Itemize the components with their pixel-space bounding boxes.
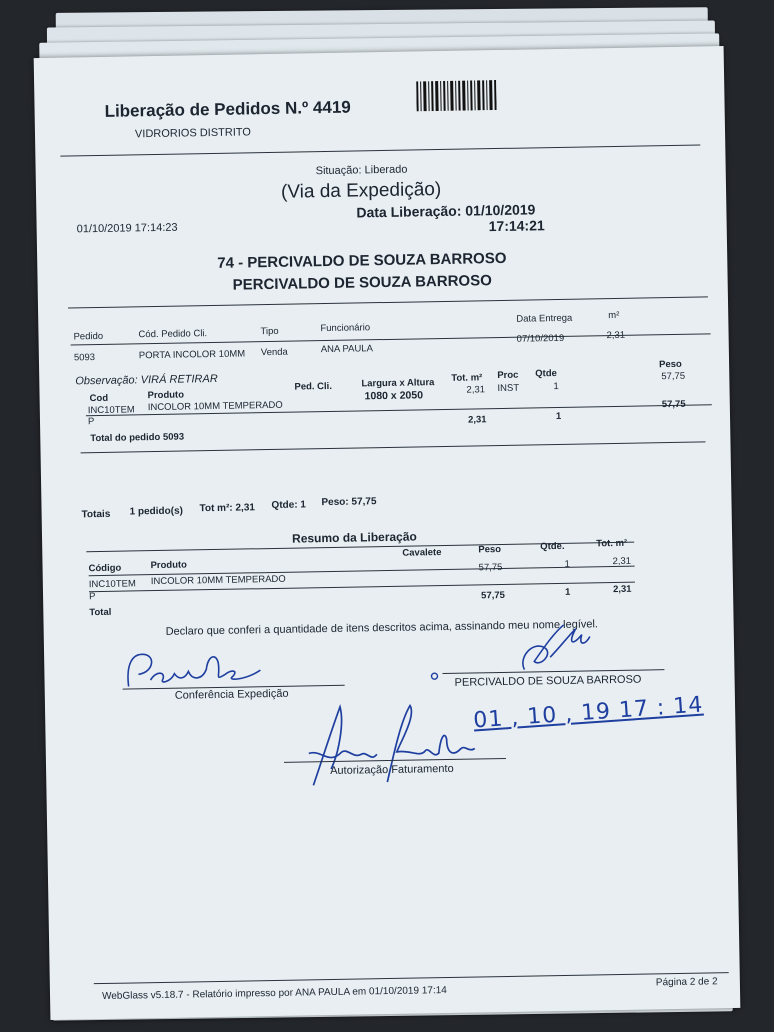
company-name: VIDRORIOS DISTRITO bbox=[134, 126, 252, 141]
label-autorizacao: Autorização Faturamento bbox=[330, 762, 454, 778]
order-data-entrega: 07/10/2019 bbox=[516, 332, 565, 345]
item-cod-cont: P bbox=[87, 416, 95, 428]
handwritten-date: 01 , 10 , 19 17 : 14 bbox=[472, 692, 705, 734]
resumo-total-label: Total bbox=[89, 606, 112, 619]
observacao: Observação: VIRÁ RETIRAR bbox=[75, 372, 218, 388]
subtotal-tot-m2: 2,31 bbox=[467, 414, 487, 426]
resumo-col-produto: Produto bbox=[150, 559, 188, 572]
item-produto: INCOLOR 10MM TEMPERADO bbox=[147, 399, 283, 414]
footer-printed-by: WebGlass v5.18.7 - Relatório impresso por ANA PAULA em 01/10/2019 17:14 bbox=[101, 985, 447, 1003]
order-end-rule bbox=[81, 441, 706, 453]
totals-pedidos: 1 pedido(s) bbox=[129, 505, 184, 518]
item-peso: 57,75 bbox=[661, 370, 686, 383]
resumo-produto: INCOLOR 10MM TEMPERADO bbox=[150, 573, 286, 588]
order-m2: 2,31 bbox=[606, 329, 626, 342]
label-conferencia: Conferência Expedição bbox=[174, 687, 289, 702]
resumo-col-qtde: Qtde. bbox=[540, 540, 565, 553]
document-title: Liberação de Pedidos N.º 4419 bbox=[104, 97, 351, 121]
via-expedicao: (Via da Expedição) bbox=[280, 179, 442, 203]
resumo-peso: 57,75 bbox=[478, 561, 503, 574]
item-cod: INC10TEM bbox=[87, 404, 135, 417]
totals-qtde: Qtde: 1 bbox=[271, 499, 307, 512]
resumo-codigo: INC10TEM bbox=[88, 578, 136, 591]
situacao: Situação: Liberado bbox=[315, 163, 408, 178]
order-tipo: Venda bbox=[260, 346, 288, 359]
resumo-total-tot-m2: 2,31 bbox=[612, 583, 632, 596]
resumo-total-peso: 57,75 bbox=[481, 589, 505, 602]
resumo-total-qtde: 1 bbox=[564, 586, 571, 598]
bullet-icon bbox=[429, 671, 439, 681]
item-qtde: 1 bbox=[553, 380, 559, 393]
col-funcionario: Funcionário bbox=[320, 322, 371, 335]
items-col-largura-altura: Largura x Altura bbox=[361, 377, 435, 390]
col-cod-pedido-cli: Cód. Pedido Cli. bbox=[138, 328, 208, 341]
resumo-tot-m2: 2,31 bbox=[612, 555, 632, 568]
label-cliente: PERCIVALDO DE SOUZA BARROSO bbox=[454, 673, 642, 689]
order-funcionario: ANA PAULA bbox=[320, 343, 373, 356]
header-rule bbox=[60, 144, 700, 156]
signature-cliente bbox=[513, 616, 594, 677]
order-cod-pedido-cli: PORTA INCOLOR 10MM bbox=[138, 348, 246, 362]
items-col-proc: Proc bbox=[497, 369, 519, 382]
resumo-qtde: 1 bbox=[564, 558, 570, 570]
col-data-entrega: Data Entrega bbox=[516, 312, 573, 325]
totals-peso: Peso: 57,75 bbox=[321, 496, 377, 509]
resumo-col-tot-m2: Tot. m² bbox=[596, 537, 628, 550]
resumo-title: Resumo da Liberação bbox=[291, 529, 417, 546]
totals-label: Totais bbox=[81, 508, 111, 521]
resumo-col-codigo: Código bbox=[88, 562, 122, 575]
footer-page: Página 2 de 2 bbox=[655, 976, 718, 989]
client-line-2: PERCIVALDO DE SOUZA BARROSO bbox=[232, 272, 492, 294]
items-col-qtde: Qtde bbox=[535, 368, 557, 380]
declaration: Declaro que conferi a quantidade de itens descritos acima, assinando meu nome legível. bbox=[165, 618, 599, 638]
barcode-icon bbox=[416, 80, 497, 111]
hora-liberacao: 17:14:21 bbox=[488, 217, 545, 235]
signature-autorizacao bbox=[300, 690, 482, 793]
item-tot-m2: 2,31 bbox=[466, 384, 486, 396]
resumo-col-cavalete: Cavalete bbox=[402, 547, 442, 559]
items-col-tot-m2: Tot. m² bbox=[451, 372, 483, 384]
item-dims: 1080 x 2050 bbox=[364, 389, 424, 403]
item-proc: INST bbox=[497, 382, 520, 395]
items-col-ped-cli: Ped. Cli. bbox=[294, 380, 333, 393]
document-page bbox=[34, 46, 741, 1020]
items-col-peso: Peso bbox=[659, 358, 682, 371]
order-pedido: 5093 bbox=[73, 352, 96, 364]
col-m2: m² bbox=[608, 309, 620, 322]
data-liberacao: Data Liberação: 01/10/2019 bbox=[356, 201, 536, 221]
items-col-cod: Cod bbox=[89, 392, 109, 405]
col-pedido: Pedido bbox=[73, 330, 104, 343]
items-col-produto: Produto bbox=[147, 389, 185, 402]
footer-rule bbox=[94, 972, 729, 984]
client-rule bbox=[68, 296, 708, 308]
total-pedido: Total do pedido 5093 bbox=[90, 431, 185, 445]
subtotal-peso: 57,75 bbox=[661, 398, 686, 411]
totals-tot-m2: Tot m²: 2,31 bbox=[199, 502, 256, 515]
subtotal-qtde: 1 bbox=[555, 410, 562, 423]
col-tipo: Tipo bbox=[260, 325, 279, 338]
resumo-codigo-cont: P bbox=[88, 591, 96, 603]
resumo-col-peso: Peso bbox=[478, 544, 502, 556]
client-line-1: 74 - PERCIVALDO DE SOUZA BARROSO bbox=[217, 249, 507, 272]
printed-at: 01/10/2019 17:14:23 bbox=[76, 221, 178, 236]
